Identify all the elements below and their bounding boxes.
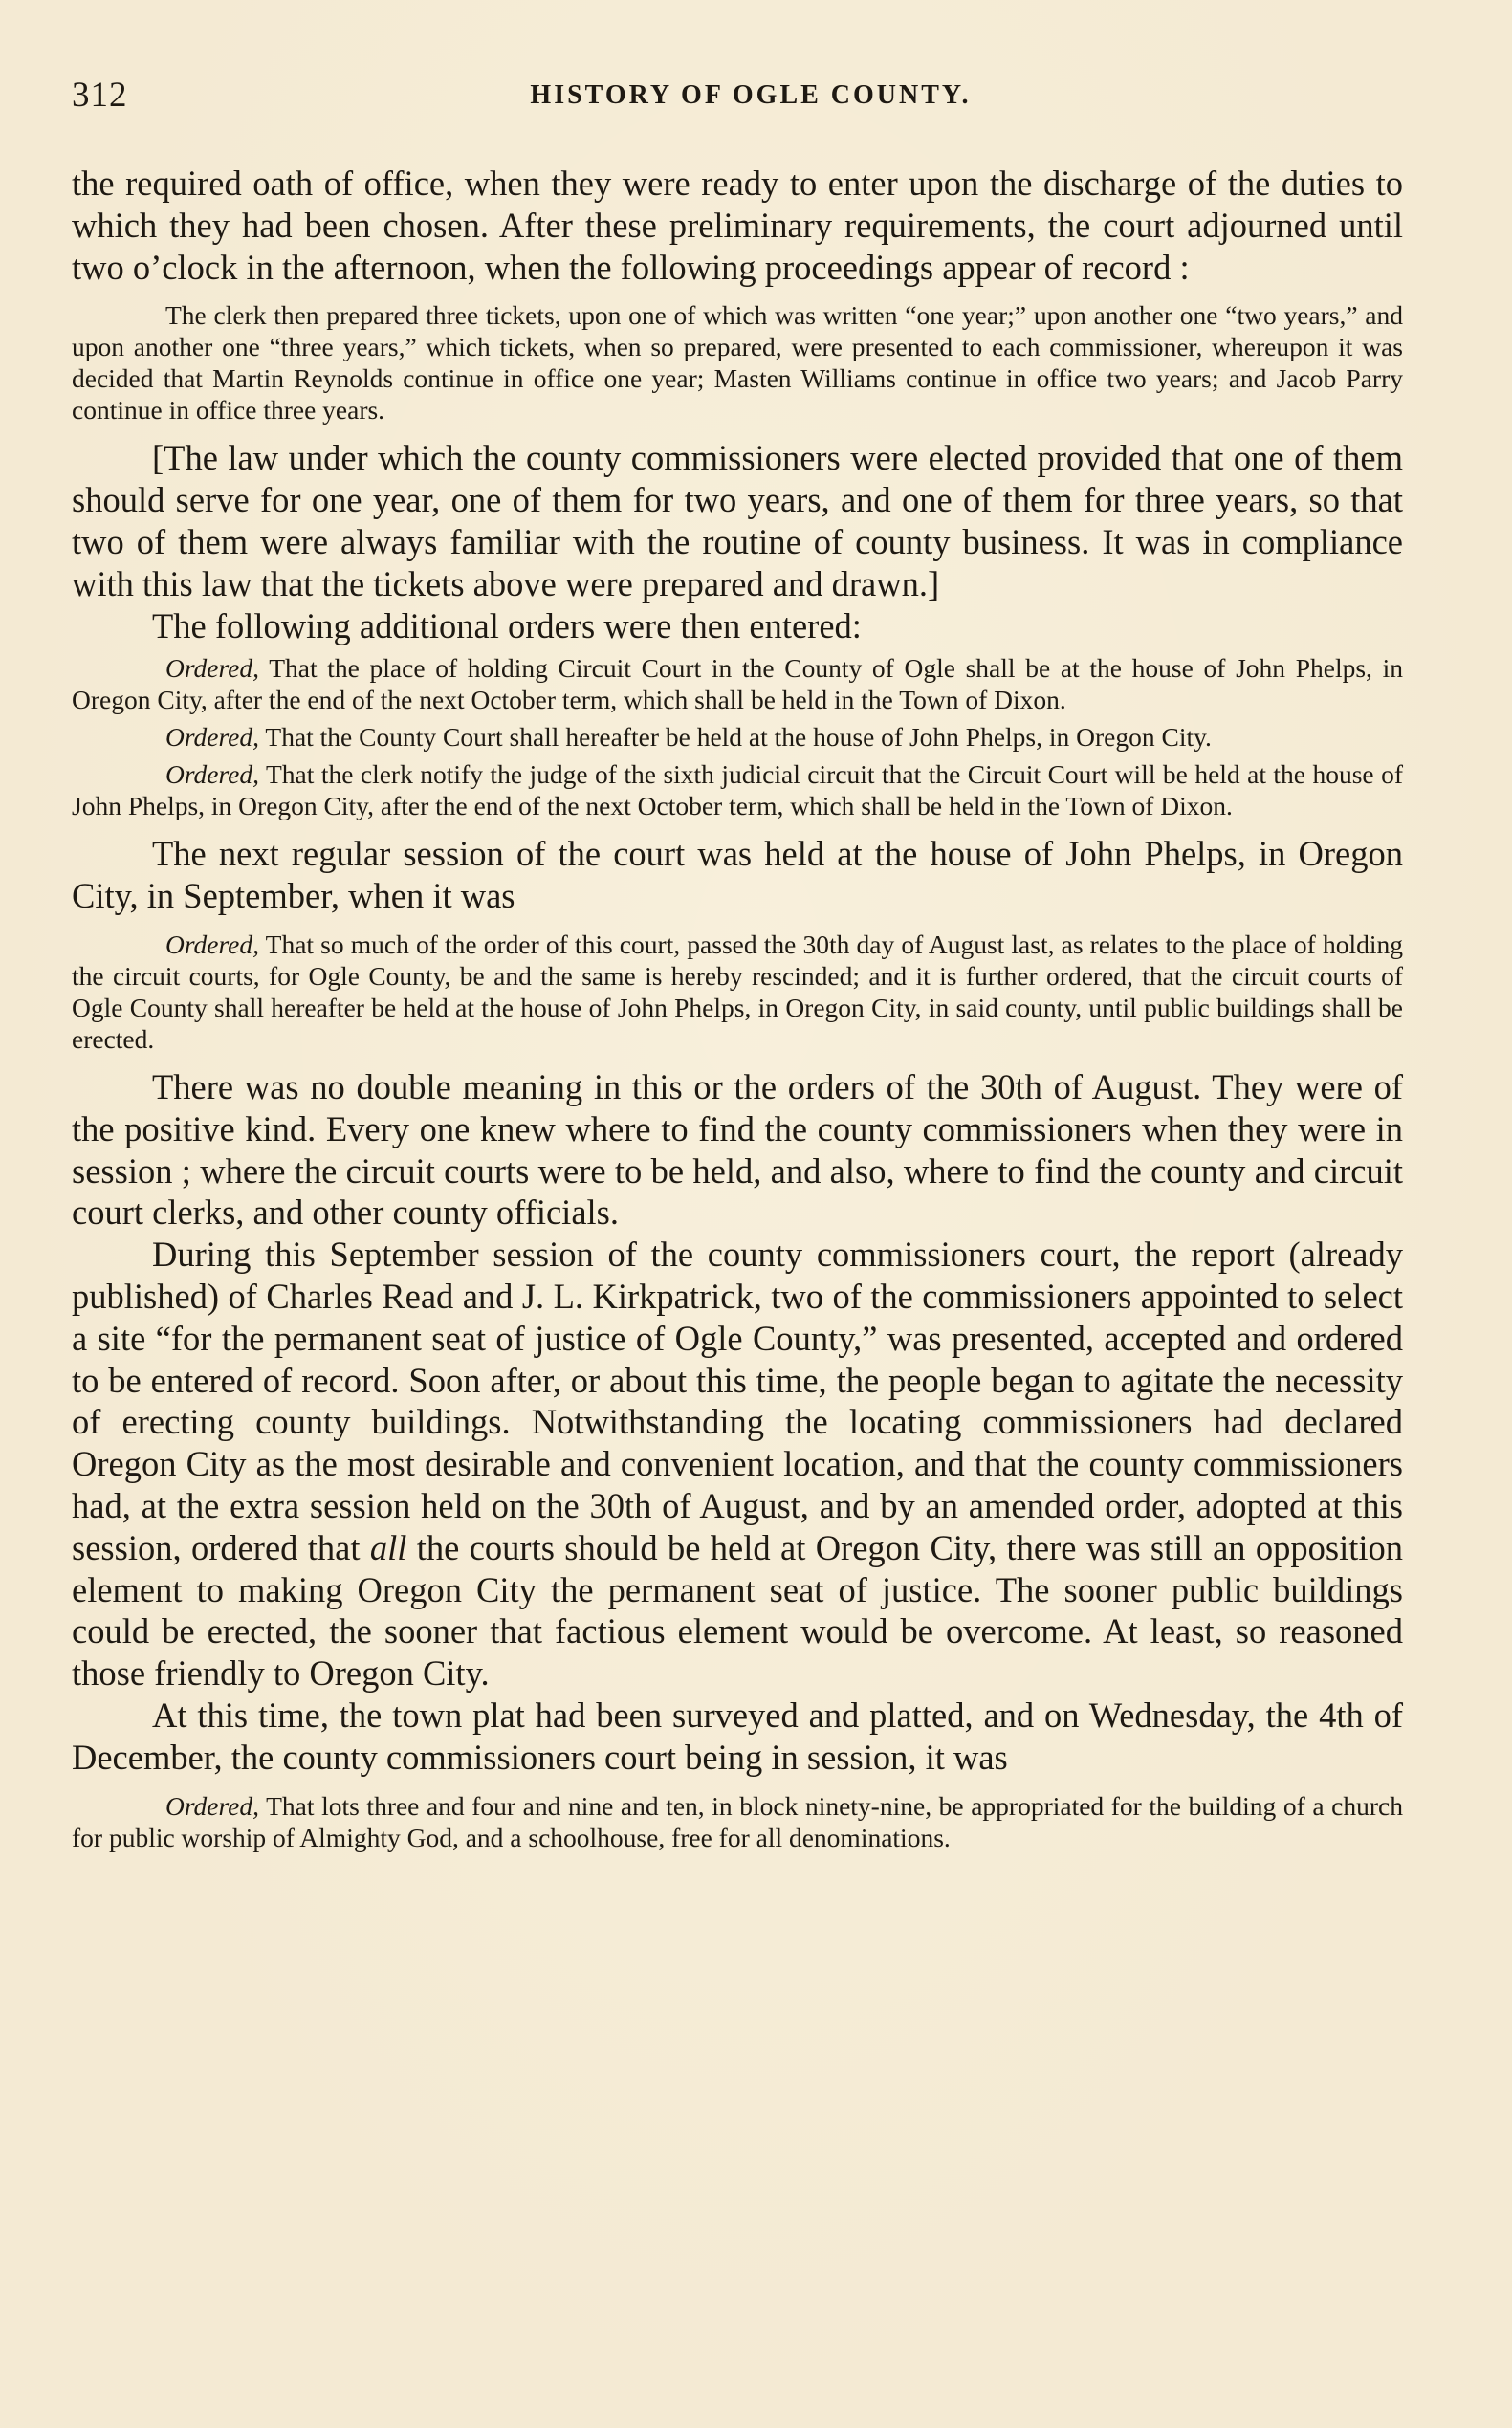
order-text: That so much of the order of this court, passed the 30th day of August last, as relates to the place of holding the circuit courts, for Ogle County, be and the same is hereby rescinded; and it is further ordered, that the circuit courts of Ogle County shall hereafter be held at the house of John Phelps, in Oregon City, in said county, until public buildings shall be erected. — [72, 929, 1403, 1054]
page-header — [72, 75, 1430, 122]
order-rescind — [72, 929, 1403, 1055]
ordered-label: Ordered, — [165, 929, 260, 959]
emphasis-all: all — [369, 1527, 407, 1567]
paragraph-additional-orders: The following additional orders were then entered: — [152, 605, 862, 645]
order-circuit-court — [72, 652, 1403, 715]
paragraph-town-plat: At this time, the town plat had been surveyed and platted, and on Wednesday, the 4th of December, the county commissioners court being in session, it was — [72, 1695, 1403, 1777]
paragraph-no-double-meaning: There was no double meaning in this or the orders of the 30th of August. They were of the positive kind. Every one knew where to find the county commissioners when they were in session ; where the circuit courts were to be held, and also, where to find the county and circuit court clerks, and other county officials. — [72, 1066, 1403, 1233]
order-county-court — [72, 721, 1403, 753]
ordered-label: Ordered, — [165, 1790, 260, 1821]
order-text: That lots three and four and nine and ten, in block ninety-nine, be appropriated for the building of a church for public worship of Almighty God, and a schoolhouse, free for all denominations. — [72, 1790, 1403, 1852]
paragraph-continuation: the required oath of office, when they were ready to enter upon the discharge of the duties to which they had been chosen. After these preliminary requirements, the court adjourned until two o’clock in the afternoon, when the following proceedings appear of record : — [72, 164, 1403, 287]
order-text: That the clerk notify the judge of the sixth judicial circuit that the Circuit Court will be held at the house of John Phelps, in Oregon City, after the end of the next October term, which shall be held in the Town of Dixon. — [72, 759, 1403, 821]
paragraph-september-session: During this September session of the county commissioners court, the report (already published) of Charles Read and J. L. Kirkpatrick, two of the commissioners appointed to select a site “for the permanent seat of justice of Ogle County,” was presented, accepted and ordered to be entered of record. Soon after, or about this time, the people began to agitate the necessity of erecting county buildings. Notwithstanding the locating commissioners had declared Oregon City as the most desirable and convenient location, and that the county commissioners had, at the extra session held on the 30th of August, and by an amended order, adopted at this session, ordered that all the courts should be held at Oregon City, there was still an opposition element to making Oregon City the permanent seat of justice. The sooner public buildings could be erected, the sooner that factious element would be overcome. At least, so reasoned those friendly to Oregon City. — [72, 1235, 1403, 1694]
order-text: That the place of holding Circuit Court in the County of Ogle shall be at the house of John Phelps, in Oregon City, after the end of the next October term, which shall be held in the Town of Dixon. — [72, 653, 1403, 715]
page-content — [72, 163, 1403, 1853]
paragraph-law-note: [The law under which the county commissioners were elected provided that one of them should serve for one year, one of them for two years, and one of them for three years, so that two of them were always familiar with the routine of county business. It was in compliance with this law that the tickets above were prepared and drawn.] — [72, 438, 1403, 603]
page-number: 312 — [72, 76, 128, 115]
ordered-label: Ordered, — [165, 653, 260, 684]
ordered-label: Ordered, — [165, 759, 260, 790]
paragraph-next-session: The next regular session of the court was held at the house of John Phelps, in Oregon City, in September, when it was — [72, 834, 1403, 916]
order-clerk-notify — [72, 758, 1403, 821]
order-text: That the County Court shall hereafter be held at the house of John Phelps, in Oregon City. — [259, 722, 1212, 753]
ordered-label: Ordered, — [165, 722, 260, 753]
order-lots-church — [72, 1790, 1403, 1853]
running-head: HISTORY OF OGLE COUNTY. — [530, 80, 972, 110]
quoted-record-tickets: The clerk then prepared three tickets, upon one of which was written “one year;” upon another one “two years,” and upon another one “three years,” which tickets, when so prepared, were presented to each commissioner, whereupon it was decided that Martin Reynolds continue in office one year; Masten Williams continue in office two years; and Jacob Parry continue in office three years. — [72, 300, 1403, 426]
